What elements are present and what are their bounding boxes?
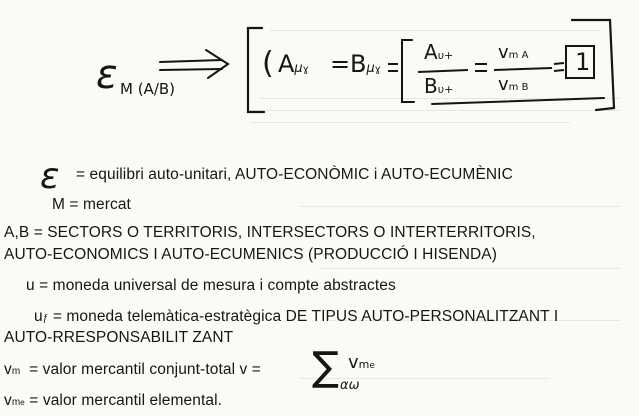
- open-paren: (: [262, 46, 274, 81]
- sum-term: vme: [348, 352, 375, 373]
- frac2-denominator: vm B: [498, 74, 529, 95]
- frac2-numerator: vm A: [498, 42, 529, 63]
- term-b: Bμɣ: [350, 50, 381, 78]
- legend-valor-elemental: vme = valor mercantil elemental.: [4, 392, 223, 409]
- sum-subscript: αω: [340, 378, 360, 393]
- epsilon-symbol: ε: [96, 52, 118, 98]
- fraction-bar-1: [418, 70, 468, 72]
- legend-moneda-telematica: uƒ = moneda telemàtica-estratègica DE TIPUS AUTO-PERSONALITZANT I: [34, 308, 559, 325]
- equals-a-b: =: [330, 50, 351, 78]
- result-value: 1: [575, 48, 591, 76]
- legend-epsilon-text: = equilibri auto-unitari, AUTO-ECONÒMIC i AUTO-ECUMÈNIC: [76, 166, 513, 183]
- fraction-bar-2: [494, 68, 552, 70]
- frac1-denominator: Bυ+: [424, 74, 454, 98]
- legend-moneda-telematica-line2: AUTO-RRESPONSABILIT ZANT: [4, 329, 234, 346]
- legend-epsilon-symbol: ε: [40, 156, 60, 197]
- legend-sectors-line1: A,B = SECTORS O TERRITORIS, INTERSECTORS O INTERTERRITORIS,: [4, 224, 536, 241]
- legend-moneda-universal: u = moneda universal de mesura i compte abstractes: [26, 277, 396, 294]
- legend-valor-total: vm = valor mercantil conjunt-total v =: [4, 361, 261, 378]
- legend-sectors-line2: AUTO-ECONOMICS I AUTO-ECUMENICS (PRODUCCIÓ I HISENDA): [4, 246, 498, 263]
- epsilon-subscript: M (A/B): [120, 80, 176, 98]
- legend-mercat: M = mercat: [52, 196, 131, 213]
- equals-signs: [388, 63, 564, 71]
- frac1-numerator: Aυ+: [424, 40, 454, 64]
- term-a: Aμɣ: [278, 50, 309, 78]
- sum-symbol: ∑: [312, 344, 339, 390]
- implies-arrow-icon: [160, 50, 228, 78]
